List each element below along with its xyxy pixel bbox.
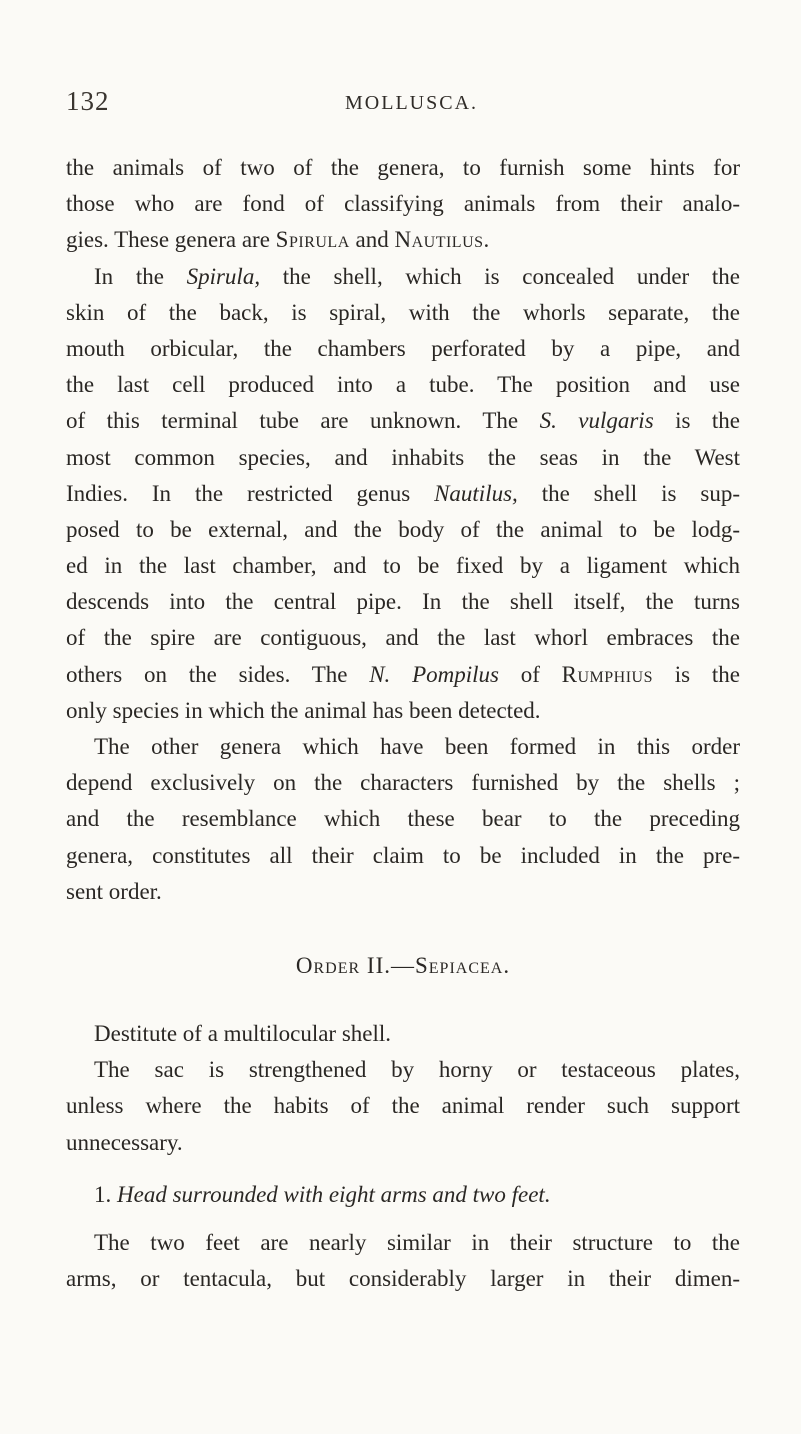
text-line: The two feet are nearly similar in their structure to the: [94, 1229, 740, 1255]
taxon-name: S. vulgaris: [539, 408, 654, 434]
text-line: unless where the habits of the animal render such support: [66, 1093, 740, 1119]
text-line: gies. These genera are Spirula and Nautilus.: [66, 227, 490, 253]
text-line: posed to be external, and the body of the animal to be lodg-: [66, 516, 740, 542]
spacer: [66, 1161, 740, 1175]
genus-name: Nautilus: [394, 227, 484, 253]
page-header: [0, 86, 801, 126]
text-line: The sac is strengthened by horny or testaceous plates,: [94, 1057, 740, 1083]
text-line: genera, constitutes all their claim to be included in the pre-: [66, 842, 740, 868]
text-line: skin of the back, is spiral, with the whorls separate, the: [66, 299, 740, 325]
text-line: only species in which the animal has been detected.: [66, 697, 541, 723]
text-line: descends into the central pipe. In the shell itself, the turns: [66, 589, 740, 615]
paragraph-2: [66, 259, 740, 729]
paragraph-5: [66, 1225, 740, 1297]
text-line: sent order.: [66, 878, 162, 904]
author-name: Rumphius: [561, 661, 654, 687]
body-text: [66, 150, 740, 1297]
text-line: others on the sides. The N. Pompilus of Rumphius is the: [66, 661, 740, 687]
text-line: unnecessary.: [66, 1129, 183, 1155]
text-line: The other genera which have been formed in this order: [94, 734, 740, 759]
text-line: ed in the last chamber, and to be fixed by a ligament which: [66, 553, 740, 579]
spacer: [66, 910, 740, 946]
taxon-name: Spirula,: [186, 263, 261, 289]
text-line: those who are fond of classifying animals from their analo-: [66, 191, 740, 217]
text-line: the last cell produced into a tube. The position and use: [66, 372, 740, 398]
section-title: Head surrounded with eight arms and two feet.: [117, 1181, 551, 1207]
section-number: 1.: [94, 1181, 117, 1207]
text-line: most common species, and inhabits the seas in the West: [66, 444, 740, 470]
spacer: [66, 1215, 740, 1225]
text-line: arms, or tentacula, but considerably larger in their dimen-: [66, 1265, 740, 1291]
paragraph-3: [66, 729, 740, 910]
page-number: 132: [66, 86, 110, 116]
text-line: of the spire are contiguous, and the last whorl embraces the: [66, 625, 740, 651]
text-line: mouth orbicular, the chambers perforated by a pipe, and: [66, 335, 740, 361]
order-heading: Order II.—Sepiacea.: [295, 952, 511, 978]
running-head: MOLLUSCA.: [345, 92, 479, 114]
text-line: In the Spirula, the shell, which is concealed under the: [94, 263, 740, 289]
paragraph-4: [66, 1016, 740, 1161]
section-heading: [66, 1175, 740, 1215]
taxon-name: Nautilus,: [434, 480, 518, 506]
text-line: Destitute of a multilocular shell.: [94, 1020, 392, 1046]
text-line: of this terminal tube are unknown. The S. vulgaris is the: [66, 408, 740, 434]
paragraph-1: [66, 150, 740, 259]
text-line: and the resemblance which these bear to the preceding: [66, 806, 740, 832]
spacer: [66, 986, 740, 1016]
genus-name: Spirula: [275, 227, 350, 253]
taxon-name: N. Pompilus: [369, 661, 499, 687]
text-line: the animals of two of the genera, to furnish some hints for: [66, 155, 740, 180]
text-line: Indies. In the restricted genus Nautilus, the shell is sup-: [66, 480, 740, 506]
text-line: depend exclusively on the characters furnished by the shells ;: [66, 770, 740, 796]
